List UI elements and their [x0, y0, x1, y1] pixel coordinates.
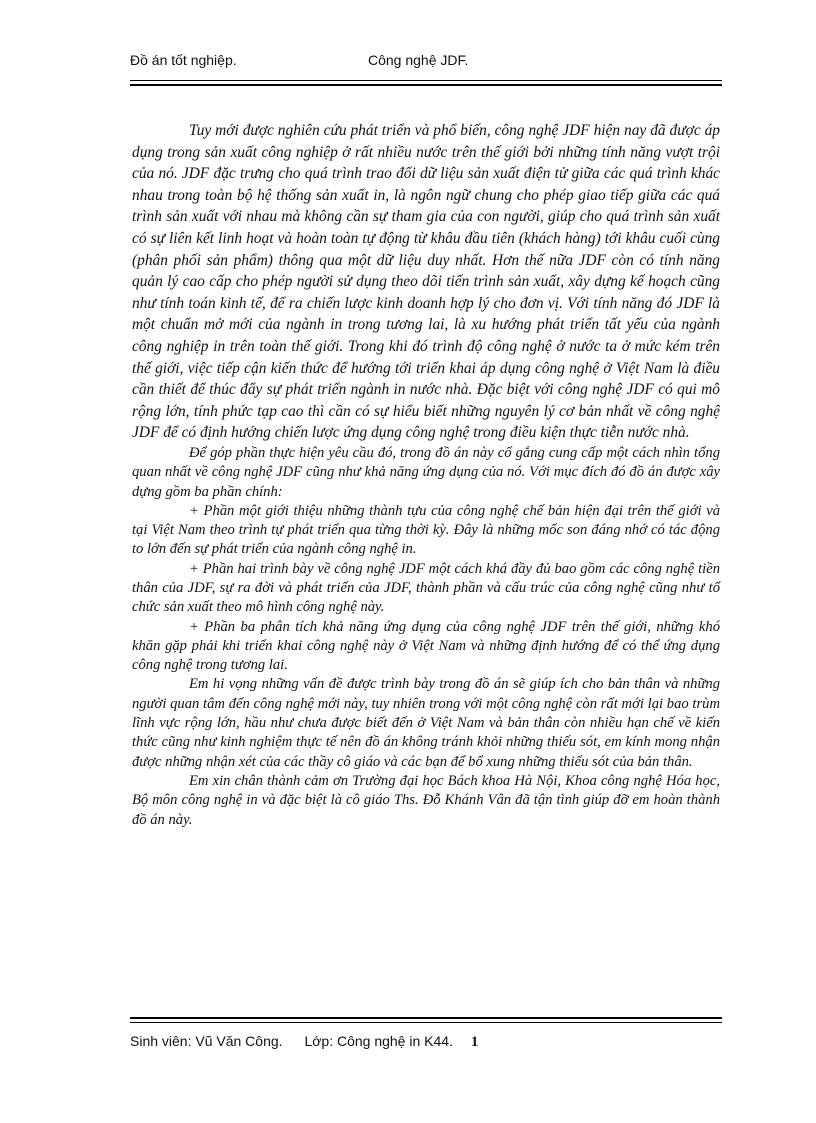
paragraph-intro: Tuy mới được nghiên cứu phát triển và phổ biến, công nghệ JDF hiện nay đã được áp dụng trong sản xuất công nghiệp ở rất nhiều nước trên thế giới bởi những tính năng vượt trội của nó. JDF đặc trưng cho quá trình trao đổi dữ liệu sản xuất điện tử giữa các quá trình khác nhau trong toàn bộ hệ thống sản xuất in, là ngôn ngữ chung cho phép giao tiếp giữa các quá trình sản xuất với nhau mà không cần sự tham gia của con người, giúp cho quá trình sản xuất có sự liên kết linh hoạt và hoàn toàn tự động từ khâu đầu tiên (khách hàng) tới khâu cuối cùng (phân phối sản phẩm) thông qua một dữ liệu duy nhất. Hơn thế nữa JDF còn có tính năng quản lý cao cấp cho phép người sử dụng theo dõi tiến trình sản xuất, xây dựng kế hoạch cũng như tính toán kinh tế, để ra chiến lược kinh doanh hợp lý cho đơn vị. Với tính năng đó JDF là một chuẩn mở mới của ngành in trong tương lai, là xu hướng phát triển tất yếu của ngành công nghiệp in trên toàn thế giới. Trong khi đó trình độ công nghệ ở nước ta ở mức kém trên thế giới, việc tiếp cận kiến thức để hướng tới triển khai áp dụng công nghệ ở Việt Nam là điều cần thiết để thúc đẩy sự phát triển ngành in nước nhà. Đặc biệt với công nghệ JDF có qui mô rộng lớn, tính phức tạp cao thì cần có sự hiểu biết những nguyên lý cơ bản nhất về công nghệ JDF để có định hướng chiến lược ứng dụng công nghệ trong điều kiện thực tiễn nước nhà.	[132, 122, 720, 442]
header-rule-thin	[130, 80, 722, 81]
paragraph-hope: Em hi vọng những vấn đề được trình bày trong đồ án sẽ giúp ích cho bản thân và những người quan tâm đến công nghệ mới này, tuy nhiên trong với một công nghệ còn rất mới lại bao trùm lĩnh vực rộng lớn, hầu như chưa được biết đến ở Việt Nam và bản thân còn nhiều hạn chế về kiến thức cũng như kinh nghiệm thực tế nên đồ án không tránh khỏi những thiếu sót, em kính mong nhận được những nhận xét của các thầy cô giáo và các bạn để bổ xung những thiếu sót của bản thân.	[132, 676, 720, 770]
document-body	[132, 120, 720, 830]
header-document-type: Đồ án tốt nghiệp.	[130, 52, 237, 68]
header-topic: Công nghệ JDF.	[368, 52, 469, 68]
paragraph-purpose: Để góp phần thực hiện yêu cầu đó, trong đồ án này cố gắng cung cấp một cách nhìn tổng quan nhất về công nghệ JDF cũng như khả năng ứng dụng của nó. Với mục đích đó đồ án được xây dựng gồm ba phần chính:	[132, 444, 720, 500]
page-number: 1	[470, 1034, 479, 1050]
page-footer	[130, 1033, 720, 1055]
paragraph-part-three: + Phần ba phân tích khả năng ứng dụng của công nghệ JDF trên thế giới, những khó khăn gặp phải khi triển khai công nghệ này ở Việt Nam và những định hướng để có thể ứng dụng công nghệ trong tương lai.	[132, 618, 720, 674]
page-header	[130, 52, 720, 74]
paragraph-thanks: Em xin chân thành cảm ơn Trường đại học Bách khoa Hà Nội, Khoa công nghệ Hóa học, Bộ môn công nghệ in và đặc biệt là cô giáo Ths. Đỗ Khánh Vân đã tận tình giúp đỡ em hoàn thành đồ án này.	[132, 772, 720, 828]
footer-rule-thick	[130, 1017, 722, 1019]
footer-student: Sinh viên: Vũ Văn Công.	[130, 1033, 283, 1049]
footer-rule-thin	[130, 1022, 722, 1023]
footer-class: Lớp: Công nghệ in K44.	[304, 1033, 453, 1049]
paragraph-part-one: + Phần một giới thiệu những thành tựu của công nghệ chế bản hiện đại trên thế giới và tại Việt Nam theo trình tự phát triển qua từng thời kỳ. Đây là những mốc son đáng nhớ có tác động to lớn đến sự phát triển của ngành công nghệ in.	[132, 502, 720, 558]
header-rule-thick	[130, 84, 722, 86]
paragraph-part-two: + Phần hai trình bày về công nghệ JDF một cách khá đầy đủ bao gồm các công nghệ tiền thân của JDF, sự ra đời và phát triển của JDF, thành phần và cấu trúc của công nghệ cũng như tổ chức sản xuất theo mô hình công nghệ này.	[132, 560, 720, 616]
